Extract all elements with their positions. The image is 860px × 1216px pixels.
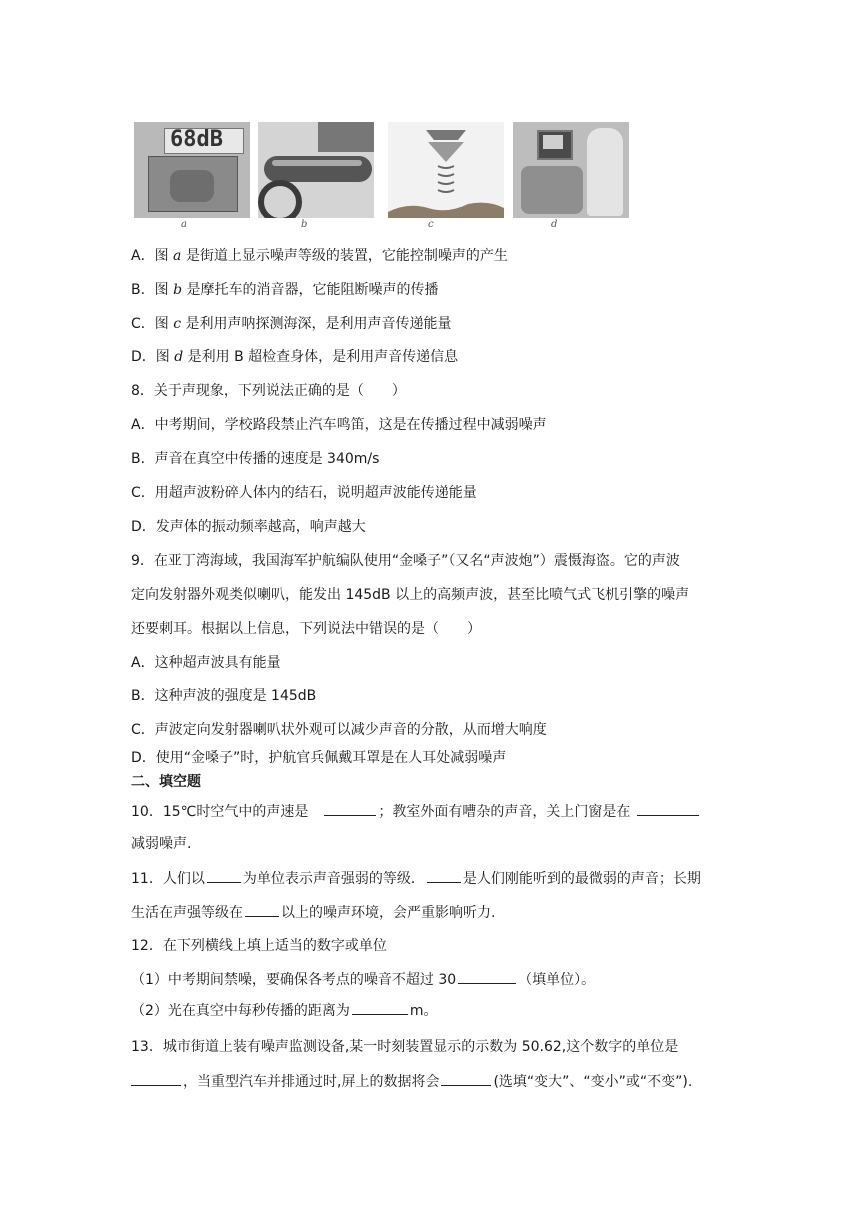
q12-stem: 12．在下列横线上填上适当的数字或单位 bbox=[131, 938, 387, 954]
q7-option-c-var: c bbox=[173, 316, 182, 332]
wheel bbox=[258, 180, 302, 218]
q12-sub2 bbox=[131, 1000, 438, 1021]
q7-option-a-pre: A．图 bbox=[131, 248, 174, 264]
q10-text-1: 10．15℃时空气中的声速是 bbox=[131, 804, 323, 820]
section-heading-fill-in: 二、填空题 bbox=[131, 774, 201, 790]
q10-line1 bbox=[131, 801, 701, 822]
q13-blank-1[interactable] bbox=[131, 1071, 181, 1086]
q10-line2: 减弱噪声. bbox=[131, 836, 192, 852]
q11-text-5: 以上的噪声环境，会严重影响听力. bbox=[281, 905, 496, 921]
q7-option-b-post: 是摩托车的消音器，它能阻断噪声的传播 bbox=[182, 282, 439, 298]
q12-blank-1[interactable] bbox=[458, 969, 516, 984]
q7-option-c-post: 是利用声呐探测海深，是利用声音传递能量 bbox=[181, 316, 452, 332]
q8-option-c: C．用超声波粉碎人体内的结石，说明超声波能传递能量 bbox=[131, 485, 477, 501]
q12-blank-2[interactable] bbox=[352, 1000, 408, 1015]
q7-option-a-post: 是街道上显示噪声等级的装置，它能控制噪声的产生 bbox=[181, 248, 508, 264]
q11-blank-1[interactable] bbox=[207, 868, 241, 883]
q13-text-b: (选填“变大”、“变小”或“不变”). bbox=[493, 1074, 693, 1090]
q9-option-c: C．声波定向发射器喇叭状外观可以减少声音的分散，从而增大响度 bbox=[131, 722, 547, 738]
q13-text-a: ，当重型汽车并排通过时,屏上的数据将会 bbox=[183, 1074, 440, 1090]
q11-text-2: 为单位表示声音强弱的等级． bbox=[242, 871, 425, 887]
q8-option-b: B．声音在真空中传播的速度是 340m/s bbox=[131, 451, 380, 467]
doctor bbox=[587, 128, 623, 216]
q9-option-b: B．这种声波的强度是 145dB bbox=[131, 688, 317, 704]
figure-b-muffler bbox=[258, 122, 374, 218]
q11-blank-2[interactable] bbox=[427, 868, 461, 883]
q11-text-1: 11．人们以 bbox=[131, 871, 205, 887]
figure-c-sonar bbox=[388, 122, 504, 218]
muffler-shine bbox=[272, 160, 362, 166]
q11-text-4: 生活在声强等级在 bbox=[131, 905, 243, 921]
q10-blank-1[interactable] bbox=[324, 801, 376, 816]
q11-blank-3[interactable] bbox=[245, 902, 279, 917]
figure-d-label: d bbox=[551, 219, 558, 230]
figure-a-noise-display bbox=[134, 122, 250, 218]
q13-line1: 13．城市街道上装有噪声监测设备,某一时刻装置显示的示数为 50.62,这个数字的单位是 bbox=[131, 1039, 679, 1055]
q10-text-2: ；教室外面有嘈杂的声音，关上门窗是在 bbox=[378, 804, 635, 820]
q7-option-d-pre: D．图 bbox=[131, 349, 175, 365]
noise-display-reading: 68dB bbox=[170, 127, 223, 152]
patient bbox=[521, 166, 583, 214]
q13-line2 bbox=[131, 1071, 692, 1092]
q7-option-d-post: 是利用 B 超检查身体，是利用声音传递信息 bbox=[183, 349, 459, 365]
q7-option-b-pre: B．图 bbox=[131, 282, 174, 298]
q12-sub1-text-b: （填单位）。 bbox=[518, 972, 596, 988]
q7-option-d-var: d bbox=[174, 349, 184, 365]
monitor-screen bbox=[543, 135, 563, 149]
q7-option-d bbox=[131, 347, 458, 367]
q11-text-3: 是人们刚能听到的最微弱的声音；长期 bbox=[462, 871, 701, 887]
q8-stem: 8．关于声现象，下列说法正确的是（ ） bbox=[131, 383, 406, 399]
q7-option-c bbox=[131, 314, 452, 334]
q11-line1 bbox=[131, 868, 701, 889]
q7-option-c-pre: C．图 bbox=[131, 316, 174, 332]
frame-dark bbox=[318, 122, 374, 152]
figure-d-ultrasound bbox=[513, 122, 629, 218]
q12-sub1-text-a: （1）中考期间禁噪，要确保各考点的噪音不超过 30 bbox=[131, 972, 457, 988]
q11-line2 bbox=[131, 902, 495, 923]
q7-option-b bbox=[131, 280, 438, 300]
figure-a-label: a bbox=[181, 219, 187, 230]
q7-option-b-var: b bbox=[173, 282, 183, 298]
q9-option-d: D．使用“金嗓子”时，护航官兵佩戴耳罩是在人耳处减弱噪声 bbox=[131, 750, 507, 766]
q9-stem-line2: 定向发射器外观类似喇叭，能发出 145dB 以上的高频声波，甚至比喷气式飞机引擎的噪声 bbox=[131, 587, 690, 603]
q9-stem-line1: 9．在亚丁湾海域，我国海军护航编队使用“金嗓子”（又名“声波炮”）震慑海盗。它的声波 bbox=[131, 553, 680, 569]
figure-b-label: b bbox=[301, 219, 308, 230]
q9-option-a: A．这种超声波具有能量 bbox=[131, 655, 281, 671]
q10-blank-2[interactable] bbox=[637, 801, 699, 816]
q8-option-a: A．中考期间，学校路段禁止汽车鸣笛，这是在传播过程中减弱噪声 bbox=[131, 417, 547, 433]
q12-sub2-text-a: （2）光在真空中每秒传播的距离为 bbox=[131, 1003, 350, 1019]
sonar-illustration bbox=[388, 122, 504, 218]
q9-stem-line3: 还要刺耳。根据以上信息，下列说法中错误的是（ ） bbox=[131, 621, 481, 637]
q7-option-a bbox=[131, 246, 508, 266]
noise-display-inner bbox=[170, 170, 214, 202]
q13-blank-2[interactable] bbox=[441, 1071, 491, 1086]
q7-option-a-var: a bbox=[173, 248, 182, 264]
q12-sub2-text-b: m。 bbox=[409, 1003, 438, 1019]
q8-option-d: D．发声体的振动频率越高，响声越大 bbox=[131, 519, 366, 535]
q12-sub1 bbox=[131, 969, 595, 990]
figure-c-label: c bbox=[428, 219, 434, 230]
